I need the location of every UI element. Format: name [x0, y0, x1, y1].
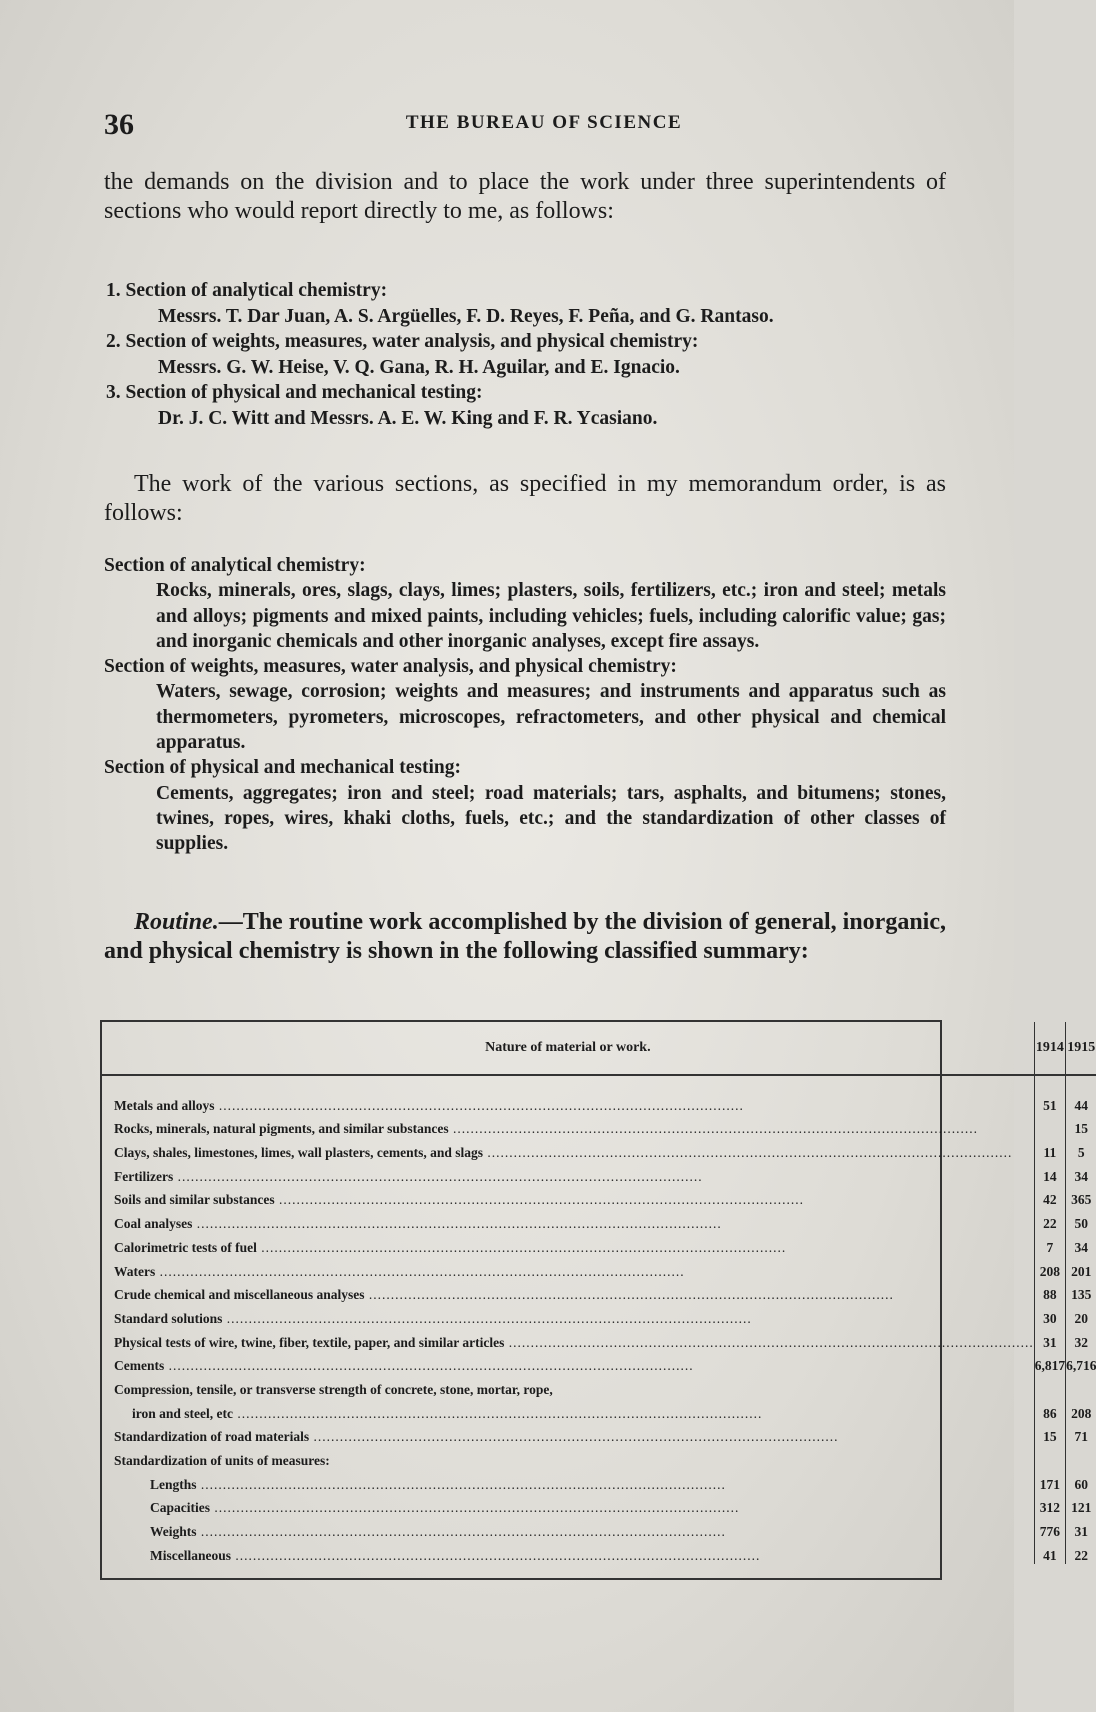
- intro-paragraph: the demands on the division and to place the work under three superintendents of sections who would report directly to me, as follows:: [104, 169, 946, 224]
- table-row: [102, 1137, 1096, 1161]
- table-header-row: [102, 1022, 1096, 1075]
- table-row: [102, 1374, 1096, 1398]
- row-label-text: Miscellaneous .....: [150, 1548, 760, 1563]
- table-row: [102, 1493, 1096, 1517]
- cell-1915: [1066, 1445, 1096, 1469]
- cell-1915: 22: [1066, 1540, 1096, 1564]
- page-number: 36: [104, 108, 134, 141]
- cell-1914: [1034, 1445, 1065, 1469]
- cell-1914: 11: [1034, 1137, 1065, 1161]
- cell-1914: 14: [1034, 1161, 1065, 1185]
- list-item: [106, 380, 946, 431]
- cell-1915: 365: [1066, 1185, 1096, 1209]
- cell-1915: 208: [1066, 1398, 1096, 1422]
- work-paragraph: The work of the various sections, as specified in my memorandum order, is as follows:: [104, 471, 946, 526]
- cell-1915: 34: [1066, 1232, 1096, 1256]
- list-item-title: 3. Section of physical and mechanical testing:: [106, 382, 483, 403]
- row-label: [102, 1422, 1034, 1446]
- row-label: [102, 1256, 1034, 1280]
- row-label: [102, 1280, 1034, 1304]
- table-row: [102, 1422, 1096, 1446]
- row-label-text: Fertilizers .....: [114, 1169, 703, 1184]
- section-heading: Section of physical and mechanical testing:: [104, 757, 461, 779]
- row-label-text: Standardization of units of measures:: [114, 1453, 330, 1468]
- table-row: [102, 1327, 1096, 1351]
- table-row: [102, 1208, 1096, 1232]
- list-item-names: Dr. J. C. Witt and Messrs. A. E. W. King and F. R. Ycasiano.: [158, 407, 658, 429]
- cell-1915: 5: [1066, 1137, 1096, 1161]
- cell-1914: 41: [1034, 1540, 1065, 1564]
- table-row: [102, 1398, 1096, 1422]
- section-block: [104, 553, 946, 654]
- cell-1914: 15: [1034, 1422, 1065, 1446]
- row-label: [102, 1445, 1034, 1469]
- row-label-text: iron and steel, etc .....: [132, 1406, 762, 1421]
- row-label: [102, 1303, 1034, 1327]
- cell-1915: 50: [1066, 1208, 1096, 1232]
- section-body: Waters, sewage, corrosion; weights and measures; and instruments and apparatus such as thermometers, pyrometers, microscopes, refractometers, and other physical and chemical apparatus.: [156, 681, 946, 754]
- table-row: [102, 1303, 1096, 1327]
- row-label-text: Physical tests of wire, twine, fiber, textile, paper, and similar articles .....: [114, 1335, 1034, 1350]
- cell-1915: 135: [1066, 1280, 1096, 1304]
- cell-1914: 88: [1034, 1280, 1065, 1304]
- row-label: [102, 1208, 1034, 1232]
- cell-1914: [1034, 1114, 1065, 1138]
- row-label: [102, 1374, 1034, 1398]
- row-label-text: Coal analyses .....: [114, 1216, 722, 1231]
- list-item-title: 2. Section of weights, measures, water analysis, and physical chemistry:: [106, 331, 699, 352]
- cell-1915: 15: [1066, 1114, 1096, 1138]
- row-label: [102, 1075, 1034, 1114]
- row-label: [102, 1398, 1034, 1422]
- row-label-text: Crude chemical and miscellaneous analyses .....: [114, 1287, 894, 1302]
- table-row: [102, 1445, 1096, 1469]
- row-label: [102, 1351, 1034, 1375]
- row-label: [102, 1540, 1034, 1564]
- row-label-text: Waters .....: [114, 1264, 685, 1279]
- list-item-names: Messrs. T. Dar Juan, A. S. Argüelles, F. D. Reyes, F. Peña, and G. Rantaso.: [158, 305, 774, 327]
- cell-1914: 7: [1034, 1232, 1065, 1256]
- list-item: [106, 278, 946, 329]
- row-label-text: Weights .....: [150, 1524, 726, 1539]
- cell-1915: 71: [1066, 1422, 1096, 1446]
- table-row: [102, 1280, 1096, 1304]
- summary-table: [100, 1020, 1096, 1580]
- table-body: [102, 1075, 1096, 1564]
- cell-1914: 51: [1034, 1075, 1065, 1114]
- row-label-text: Compression, tensile, or transverse strength of concrete, stone, mortar, rope,: [114, 1381, 553, 1397]
- routine-lead: Routine.: [134, 909, 219, 935]
- section-body: Cements, aggregates; iron and steel; road materials; tars, asphalts, and bitumens; stones, twines, ropes, wires, khaki cloths, fuels, etc.; and the standardization of other classes of supplies.: [156, 782, 946, 855]
- cell-1914: 22: [1034, 1208, 1065, 1232]
- list-item-title: 1. Section of analytical chemistry:: [106, 280, 388, 301]
- row-label-text: Calorimetric tests of fuel .....: [114, 1240, 786, 1255]
- cell-1915: 201: [1066, 1256, 1096, 1280]
- cell-1915: 31: [1066, 1516, 1096, 1540]
- row-label-text: Metals and alloys .....: [114, 1098, 744, 1113]
- routine-paragraph: [104, 908, 946, 966]
- list-item: [106, 329, 946, 380]
- cell-1915: 44: [1066, 1075, 1096, 1114]
- summary-table-grid: [102, 1022, 1096, 1564]
- row-label: [102, 1469, 1034, 1493]
- running-head: THE BUREAU OF SCIENCE: [405, 112, 683, 133]
- cell-1915: [1066, 1374, 1096, 1398]
- row-label-text: Capacities .....: [150, 1500, 739, 1515]
- cell-1915: 121: [1066, 1493, 1096, 1517]
- cell-1915: 20: [1066, 1303, 1096, 1327]
- routine-text: —The routine work accomplished by the division of general, inorganic, and physical chemistry is shown in the following classified summary:: [104, 909, 946, 964]
- section-block: [104, 755, 946, 856]
- row-label: [102, 1114, 1034, 1138]
- table-row: [102, 1161, 1096, 1185]
- row-label: [102, 1516, 1034, 1540]
- cell-1914: 30: [1034, 1303, 1065, 1327]
- section-descriptions: [104, 553, 946, 857]
- cell-1915: 6,716: [1066, 1351, 1096, 1375]
- table-row: [102, 1256, 1096, 1280]
- cell-1914: 208: [1034, 1256, 1065, 1280]
- cell-1914: 171: [1034, 1469, 1065, 1493]
- table-row: [102, 1232, 1096, 1256]
- row-label: [102, 1185, 1034, 1209]
- table-row: [102, 1351, 1096, 1375]
- row-label: [102, 1232, 1034, 1256]
- row-label-text: Standard solutions .....: [114, 1311, 752, 1326]
- page-header: [104, 108, 944, 148]
- row-label-text: Cements .....: [114, 1358, 694, 1373]
- cell-1915: 34: [1066, 1161, 1096, 1185]
- cell-1914: 776: [1034, 1516, 1065, 1540]
- table-row: [102, 1516, 1096, 1540]
- list-item-names: Messrs. G. W. Heise, V. Q. Gana, R. H. Aguilar, and E. Ignacio.: [158, 356, 680, 378]
- cell-1914: [1034, 1374, 1065, 1398]
- table-row: [102, 1540, 1096, 1564]
- table-row: [102, 1185, 1096, 1209]
- table-row: [102, 1469, 1096, 1493]
- cell-1914: 42: [1034, 1185, 1065, 1209]
- row-label-text: Rocks, minerals, natural pigments, and similar substances .....: [114, 1121, 978, 1136]
- row-label: [102, 1137, 1034, 1161]
- cell-1915: 60: [1066, 1469, 1096, 1493]
- section-body: Rocks, minerals, ores, slags, clays, limes; plasters, soils, fertilizers, etc.; iron and steel; metals and alloys; pigments and mixed paints, including vehicles; fuels, including calorific value; gas; and inorganic chemicals and other inorganic analyses, except fire assays.: [156, 580, 946, 652]
- row-label: [102, 1327, 1034, 1351]
- table-row: [102, 1075, 1096, 1114]
- column-header-1915: 1915: [1066, 1022, 1096, 1075]
- row-label: [102, 1493, 1034, 1517]
- cell-1914: 86: [1034, 1398, 1065, 1422]
- row-label-text: Standardization of road materials .....: [114, 1429, 839, 1444]
- row-label-text: Lengths .....: [150, 1477, 726, 1492]
- section-list: [106, 278, 946, 431]
- section-heading: Section of weights, measures, water analysis, and physical chemistry:: [104, 656, 677, 678]
- row-label: [102, 1161, 1034, 1185]
- cell-1914: 31: [1034, 1327, 1065, 1351]
- section-block: [104, 654, 946, 755]
- column-header-1914: 1914: [1034, 1022, 1065, 1075]
- row-label-text: Clays, shales, limestones, limes, wall plasters, cements, and slags .....: [114, 1145, 1012, 1160]
- cell-1914: 312: [1034, 1493, 1065, 1517]
- cell-1914: 6,817: [1034, 1351, 1065, 1375]
- column-header-nature: Nature of material or work.: [102, 1022, 1034, 1075]
- cell-1915: 32: [1066, 1327, 1096, 1351]
- section-heading: Section of analytical chemistry:: [104, 555, 366, 576]
- table-row: [102, 1114, 1096, 1138]
- row-label-text: Soils and similar substances .....: [114, 1192, 804, 1207]
